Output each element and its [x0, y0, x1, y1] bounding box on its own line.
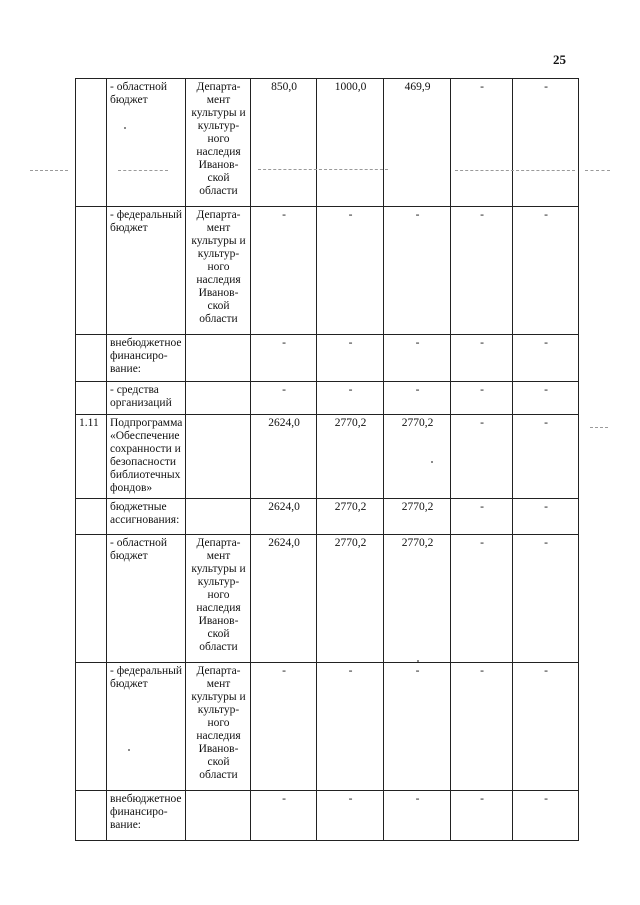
- value-cell: -: [451, 79, 513, 207]
- row-name: бюджетные ассигнования:: [107, 499, 186, 535]
- value-cell: -: [513, 79, 579, 207]
- row-executor: [186, 415, 251, 499]
- row-name: внебюджетное финансиро-вание:: [107, 335, 186, 382]
- value-cell: -: [513, 207, 579, 335]
- value-cell: -: [317, 207, 384, 335]
- value-cell: -: [451, 335, 513, 382]
- value-cell: 850,0: [251, 79, 317, 207]
- value-cell: -: [513, 663, 579, 791]
- value-cell: -: [317, 663, 384, 791]
- row-number: [76, 207, 107, 335]
- value-cell: 2770,2: [384, 415, 451, 499]
- scan-artifact-line: [585, 170, 610, 171]
- value-cell: 2770,2: [384, 499, 451, 535]
- table-row: [76, 207, 579, 335]
- scan-artifact-line: [30, 170, 68, 171]
- value-cell: -: [251, 382, 317, 415]
- table-row: [76, 499, 579, 535]
- table-row: [76, 791, 579, 841]
- row-name: - федеральный бюджет: [107, 207, 186, 335]
- value-cell: -: [451, 382, 513, 415]
- table-row: [76, 535, 579, 663]
- table-row: [76, 663, 579, 791]
- value-cell: -: [384, 207, 451, 335]
- value-cell: 1000,0: [317, 79, 384, 207]
- value-cell: -: [384, 382, 451, 415]
- table-row: [76, 79, 579, 207]
- value-cell: 2624,0: [251, 535, 317, 663]
- value-cell: -: [513, 499, 579, 535]
- row-number: [76, 663, 107, 791]
- value-cell: -: [317, 791, 384, 841]
- row-number: [76, 499, 107, 535]
- value-cell: 469,9: [384, 79, 451, 207]
- table-row: [76, 382, 579, 415]
- value-cell: 2770,2: [384, 535, 451, 663]
- table-row: [76, 335, 579, 382]
- row-number: [76, 382, 107, 415]
- row-executor: Департа-мент культуры и культур-ного наследия Иванов-ской области: [186, 79, 251, 207]
- page-number: 25: [553, 52, 566, 67]
- value-cell: -: [451, 663, 513, 791]
- value-cell: -: [451, 499, 513, 535]
- row-executor: [186, 499, 251, 535]
- value-cell: 2770,2: [317, 499, 384, 535]
- row-number: [76, 335, 107, 382]
- scan-speck: [128, 749, 130, 751]
- row-name: внебюджетное финансиро-вание:: [107, 791, 186, 841]
- row-number: [76, 791, 107, 841]
- value-cell: 2770,2: [317, 535, 384, 663]
- value-cell: -: [251, 207, 317, 335]
- value-cell: -: [451, 207, 513, 335]
- row-executor: [186, 335, 251, 382]
- scan-artifact-line: [455, 170, 575, 171]
- row-name: - областной бюджет: [107, 535, 186, 663]
- row-executor: [186, 382, 251, 415]
- value-cell: -: [317, 382, 384, 415]
- scan-artifact-line: [118, 170, 168, 171]
- value-cell: -: [513, 535, 579, 663]
- scan-speck: [124, 127, 126, 129]
- value-cell: -: [251, 335, 317, 382]
- value-cell: -: [384, 663, 451, 791]
- value-cell: -: [451, 791, 513, 841]
- row-name: - федеральный бюджет: [107, 663, 186, 791]
- scan-artifact-line: [258, 169, 388, 170]
- row-number: [76, 79, 107, 207]
- value-cell: 2770,2: [317, 415, 384, 499]
- value-cell: -: [384, 791, 451, 841]
- value-cell: 2624,0: [251, 499, 317, 535]
- value-cell: 2624,0: [251, 415, 317, 499]
- row-executor: [186, 791, 251, 841]
- scan-speck: [431, 461, 433, 463]
- value-cell: -: [251, 791, 317, 841]
- value-cell: -: [513, 335, 579, 382]
- value-cell: -: [513, 415, 579, 499]
- value-cell: -: [513, 382, 579, 415]
- scan-speck: [417, 660, 419, 662]
- row-executor: Департа-мент культуры и культур-ного наследия Иванов-ской области: [186, 535, 251, 663]
- value-cell: -: [251, 663, 317, 791]
- budget-table: [75, 78, 579, 841]
- scan-artifact-line: [590, 427, 608, 428]
- value-cell: -: [451, 415, 513, 499]
- row-number: 1.11: [76, 415, 107, 499]
- value-cell: -: [451, 535, 513, 663]
- row-number: [76, 535, 107, 663]
- row-name: - областной бюджет: [107, 79, 186, 207]
- table-row: [76, 415, 579, 499]
- value-cell: -: [513, 791, 579, 841]
- value-cell: -: [384, 335, 451, 382]
- value-cell: -: [317, 335, 384, 382]
- row-name: Подпрограмма «Обеспечение сохранности и безопасности библиотечных фондов»: [107, 415, 186, 499]
- row-executor: Департа-мент культуры и культур-ного наследия Иванов-ской области: [186, 663, 251, 791]
- row-name: - средства организаций: [107, 382, 186, 415]
- row-executor: Департа-мент культуры и культур-ного наследия Иванов-ской области: [186, 207, 251, 335]
